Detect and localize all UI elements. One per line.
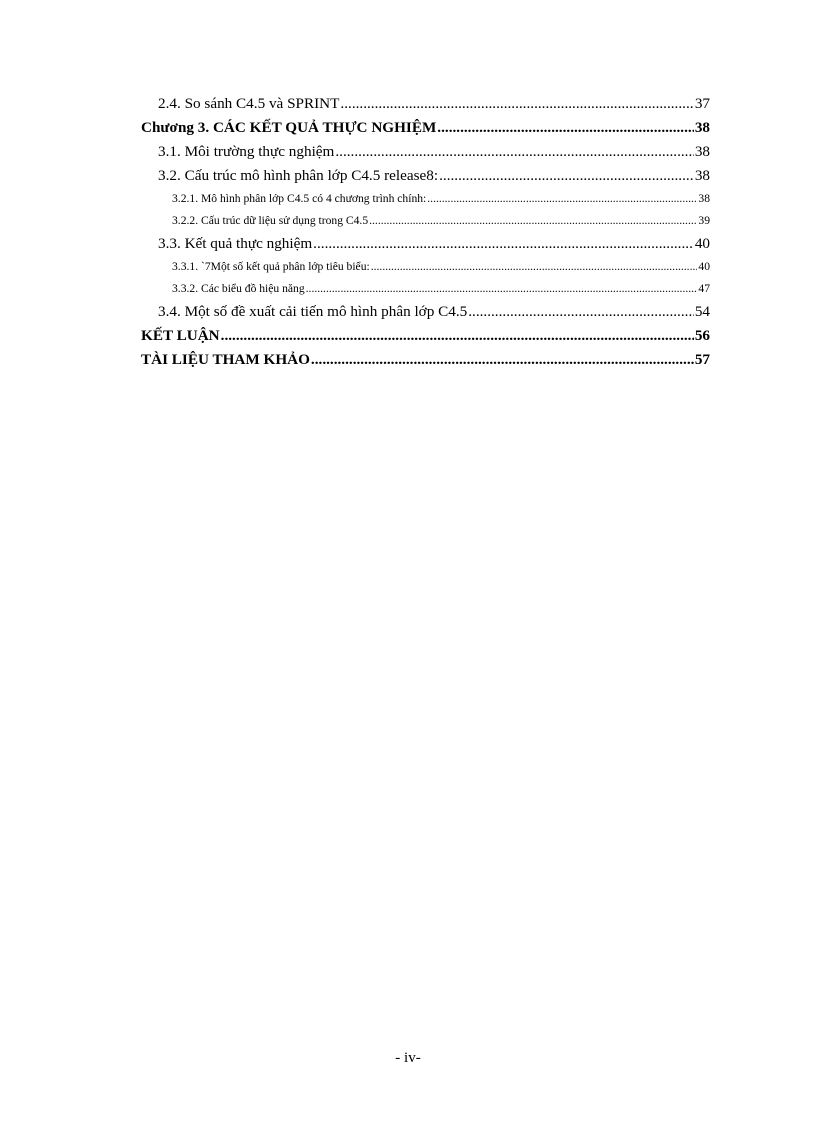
page-number: - iv- (395, 1050, 421, 1066)
toc-entry-chapter-3[interactable] (141, 116, 710, 140)
toc-dot-leader (437, 116, 694, 140)
toc-dot-leader (369, 210, 697, 232)
toc-entry-page: 54 (694, 303, 710, 320)
toc-dot-leader (439, 164, 694, 188)
toc-entry-page: 38 (694, 143, 710, 160)
toc-dot-leader (371, 256, 698, 278)
toc-entry-title: 3.2. Cấu trúc mô hình phân lớp C4.5 release8: (158, 167, 439, 184)
toc-entry-title: 3.1. Môi trường thực nghiệm (158, 143, 335, 160)
toc-entry-title: 3.3. Kết quả thực nghiệm (158, 235, 313, 252)
toc-entry-page: 38 (698, 192, 710, 205)
toc-entry-page: 38 (694, 167, 710, 184)
toc-entry-page: 57 (694, 351, 710, 368)
toc-dot-leader (335, 140, 693, 164)
toc-entry-title: 2.4. So sánh C4.5 và SPRINT (158, 95, 340, 112)
toc-entry-3-3-1[interactable] (141, 256, 710, 278)
toc-dot-leader (340, 92, 693, 116)
toc-dot-leader (427, 188, 697, 210)
toc-dot-leader (306, 278, 698, 300)
toc-entry-title: 3.2.2. Cấu trúc dữ liệu sử dụng trong C4.5 (172, 214, 369, 227)
toc-entry-page: 40 (694, 235, 710, 252)
toc-entry-title: 3.3.2. Các biểu đồ hiệu năng (172, 282, 305, 295)
toc-entry-title: TÀI LIỆU THAM KHẢO (141, 351, 310, 368)
toc-entry-page: 47 (698, 282, 710, 295)
toc-entry-3-3[interactable] (141, 232, 710, 256)
toc-entry-page: 39 (698, 214, 710, 227)
toc-entry-3-3-2[interactable] (141, 278, 710, 300)
toc-entry-3-1[interactable] (141, 140, 710, 164)
toc-entry-title: 3.3.1. `7Một số kết quả phân lớp tiêu biểu: (172, 260, 370, 273)
toc-entry-conclusion[interactable] (141, 324, 710, 348)
table-of-contents (141, 92, 710, 372)
toc-entry-title: 3.4. Một số đề xuất cải tiến mô hình phân lớp C4.5 (158, 303, 468, 320)
toc-entry-page: 56 (694, 327, 710, 344)
toc-entry-title: 3.2.1. Mô hình phân lớp C4.5 có 4 chương trình chính: (172, 192, 427, 205)
toc-entry-references[interactable] (141, 348, 710, 372)
toc-entry-2-4[interactable] (141, 92, 710, 116)
toc-entry-page: 40 (698, 260, 710, 273)
toc-entry-3-2-2[interactable] (141, 210, 710, 232)
toc-entry-3-4[interactable] (141, 300, 710, 324)
toc-entry-title: KẾT LUẬN (141, 327, 220, 344)
toc-entry-title: Chương 3. CÁC KẾT QUẢ THỰC NGHIỆM (141, 119, 437, 136)
toc-dot-leader (313, 232, 694, 256)
toc-dot-leader (221, 324, 694, 348)
toc-entry-3-2-1[interactable] (141, 188, 710, 210)
toc-entry-3-2[interactable] (141, 164, 710, 188)
toc-entry-page: 38 (694, 119, 710, 136)
toc-dot-leader (468, 300, 694, 324)
toc-dot-leader (311, 348, 694, 372)
toc-entry-page: 37 (694, 95, 710, 112)
